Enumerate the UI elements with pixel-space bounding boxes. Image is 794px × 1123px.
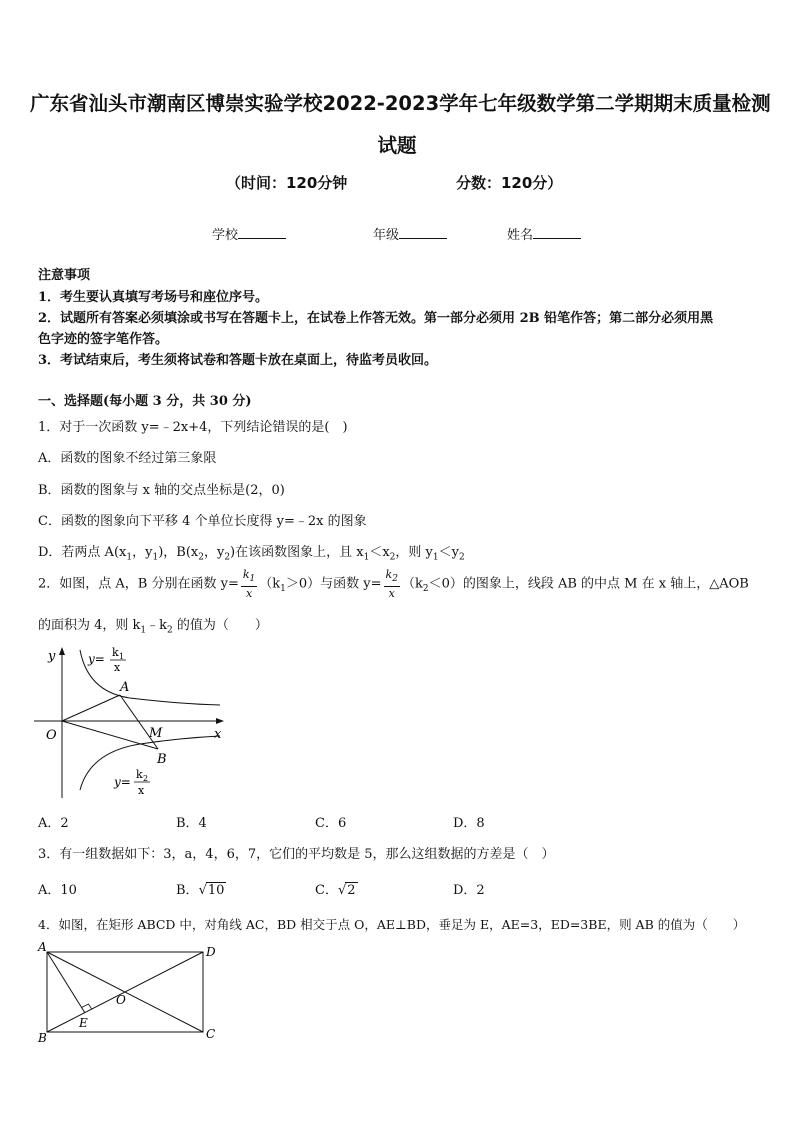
time-label: （时间：120分钟 <box>226 174 348 192</box>
q3-option-d: D．2 <box>453 883 485 898</box>
eq2-den: x <box>138 784 145 797</box>
q3-option-c <box>315 879 358 898</box>
q4-figure <box>32 938 222 1050</box>
frac-den: x <box>245 587 253 601</box>
q1-stem: 1．对于一次函数 y=﹣2x+4，下列结论错误的是( ) <box>38 420 348 435</box>
q4-stem: 4．如图，在矩形 ABCD 中，对角线 AC，BD 相交于点 O，AE⊥BD，垂足为 E，AE=3，ED=3BE，则 AB 的值为（ ） <box>38 917 746 932</box>
note-1: 1．考生要认真填写考场号和座位序号。 <box>38 290 269 305</box>
note-2-cont: 色字迹的签字笔作答。 <box>38 332 169 347</box>
q2-option-c: C．6 <box>315 816 347 831</box>
q2-text: 的面积为 4，则 k <box>38 618 141 633</box>
exam-title-line2: 试题 <box>377 134 417 157</box>
q1-d-text: ，y <box>203 545 225 560</box>
notes-heading: 注意事项 <box>38 268 91 283</box>
label-C: C <box>206 1027 216 1041</box>
q2-stem-cont <box>38 614 268 636</box>
q2-figure <box>30 642 230 804</box>
q2-text: 的值为（ ） <box>172 618 268 633</box>
q2-stem <box>38 568 749 604</box>
q3-option-b <box>176 879 226 898</box>
q2-text: ﹣k <box>146 618 168 633</box>
q3-b-label: B． <box>176 883 199 898</box>
q1-d-text: ，y <box>132 545 153 560</box>
q3-c-radicand: 2 <box>347 883 356 898</box>
sub: 2 <box>422 584 429 595</box>
q1-d-text: )，B(x <box>158 545 199 560</box>
label-O: O <box>46 728 57 743</box>
q2-text: ＜0）的图象上，线段 AB 的中点 M 在 x 轴上，△AOB <box>428 576 749 592</box>
sub: 1 <box>152 552 159 563</box>
segment-OA <box>62 695 120 721</box>
q1-d-text: ＜y <box>438 545 459 560</box>
segment-AE <box>47 952 85 1013</box>
fraction-k1-x <box>241 568 257 600</box>
q1-option-d <box>38 541 465 563</box>
sqrt-icon: √ <box>337 883 347 898</box>
q1-option-c: C．函数的图象向下平移 4 个单位长度得 y=﹣2x 的图象 <box>38 514 367 529</box>
eq1-lhs: y= <box>88 652 105 666</box>
label-A: A <box>38 940 47 954</box>
x-axis-arrow <box>216 718 224 724</box>
sub: 1 <box>140 625 147 636</box>
sqrt-icon: √ <box>198 883 207 898</box>
eq1-den: x <box>114 661 121 674</box>
eq2-sub: 2 <box>143 774 149 783</box>
sub: 2 <box>392 574 398 585</box>
school-field <box>212 224 286 243</box>
q3-b-radicand: 10 <box>207 883 225 898</box>
school-blank <box>238 226 286 239</box>
segment-OB <box>62 721 158 749</box>
q1-option-a: A．函数的图象不经过第三象限 <box>38 451 217 466</box>
note-3: 3．考试结束后，考生须将试卷和答题卡放在桌面上，待监考员收回。 <box>38 353 438 368</box>
note-2: 2．试题所有答案必须填涂或书写在答题卡上，在试卷上作答无效。第一部分必须用 2B 铅笔作答；第二部分必须用黑 <box>38 311 714 326</box>
eq2-lhs: y= <box>114 775 131 789</box>
q1-d-text: ＜x <box>369 545 390 560</box>
q3-c-label: C． <box>315 883 338 898</box>
label-y: y <box>48 649 56 664</box>
frac-num: k <box>242 568 250 581</box>
q2-text: 2．如图，点 A，B 分别在函数 y= <box>38 576 239 592</box>
exam-title: 广东省汕头市潮南区博崇实验学校2022-2023学年七年级数学第二学期期末质量检测 <box>30 92 771 115</box>
name-label: 姓名 <box>507 228 534 243</box>
label-A: A <box>120 680 130 695</box>
sub: 2 <box>198 552 204 563</box>
q2-text: （k <box>401 576 423 592</box>
school-label: 学校 <box>212 228 239 243</box>
label-E: E <box>79 1016 88 1030</box>
q1-option-b: B．函数的图象与 x 轴的交点坐标是(2，0) <box>38 483 285 498</box>
fraction-k2-x <box>384 568 400 600</box>
eq2-num: k <box>136 768 143 781</box>
name-blank <box>533 226 581 239</box>
grade-field <box>373 224 447 243</box>
grade-blank <box>399 226 447 239</box>
q1-d-text: ，则 y <box>395 545 433 560</box>
q3-stem: 3．有一组数据如下：3，a，4，6，7，它们的平均数是 5，那么这组数据的方差是（ ） <box>38 847 555 862</box>
q2-option-d: D．8 <box>453 816 485 831</box>
sub: 1 <box>249 574 256 585</box>
sub: 2 <box>167 625 173 636</box>
sub: 2 <box>224 552 231 563</box>
label-O: O <box>116 993 126 1007</box>
q1-d-text: D．若两点 A(x <box>38 545 127 560</box>
right-angle-mark <box>82 1004 93 1010</box>
label-B: B <box>38 1031 47 1045</box>
sub: 1 <box>363 552 370 563</box>
y-axis-arrow <box>59 647 65 655</box>
label-x: x <box>214 727 222 742</box>
eq1-num: k <box>112 646 119 659</box>
q2-text: ＞0）与函数 y= <box>285 576 382 592</box>
q2-option-b: B．4 <box>176 816 207 831</box>
eq1-sub: 1 <box>119 652 125 661</box>
q2-option-a: A．2 <box>38 816 69 831</box>
frac-num: k <box>385 568 393 581</box>
label-D: D <box>206 945 216 959</box>
sub: 2 <box>458 552 465 563</box>
q2-text: （k <box>259 576 281 592</box>
sub: 1 <box>432 552 439 563</box>
sub: 1 <box>280 584 286 595</box>
frac-den: x <box>388 587 395 601</box>
label-B: B <box>157 752 167 767</box>
score-label: 分数：120分） <box>456 174 563 192</box>
name-field <box>507 224 581 243</box>
section-heading: 一、选择题(每小题 3 分，共 30 分) <box>38 394 252 409</box>
sub: 2 <box>389 552 396 563</box>
q1-d-text: )在该函数图象上，且 x <box>230 545 364 560</box>
q3-option-a: A．10 <box>38 883 77 898</box>
label-M: M <box>149 726 163 741</box>
grade-label: 年级 <box>373 228 400 243</box>
sub: 1 <box>126 552 133 563</box>
